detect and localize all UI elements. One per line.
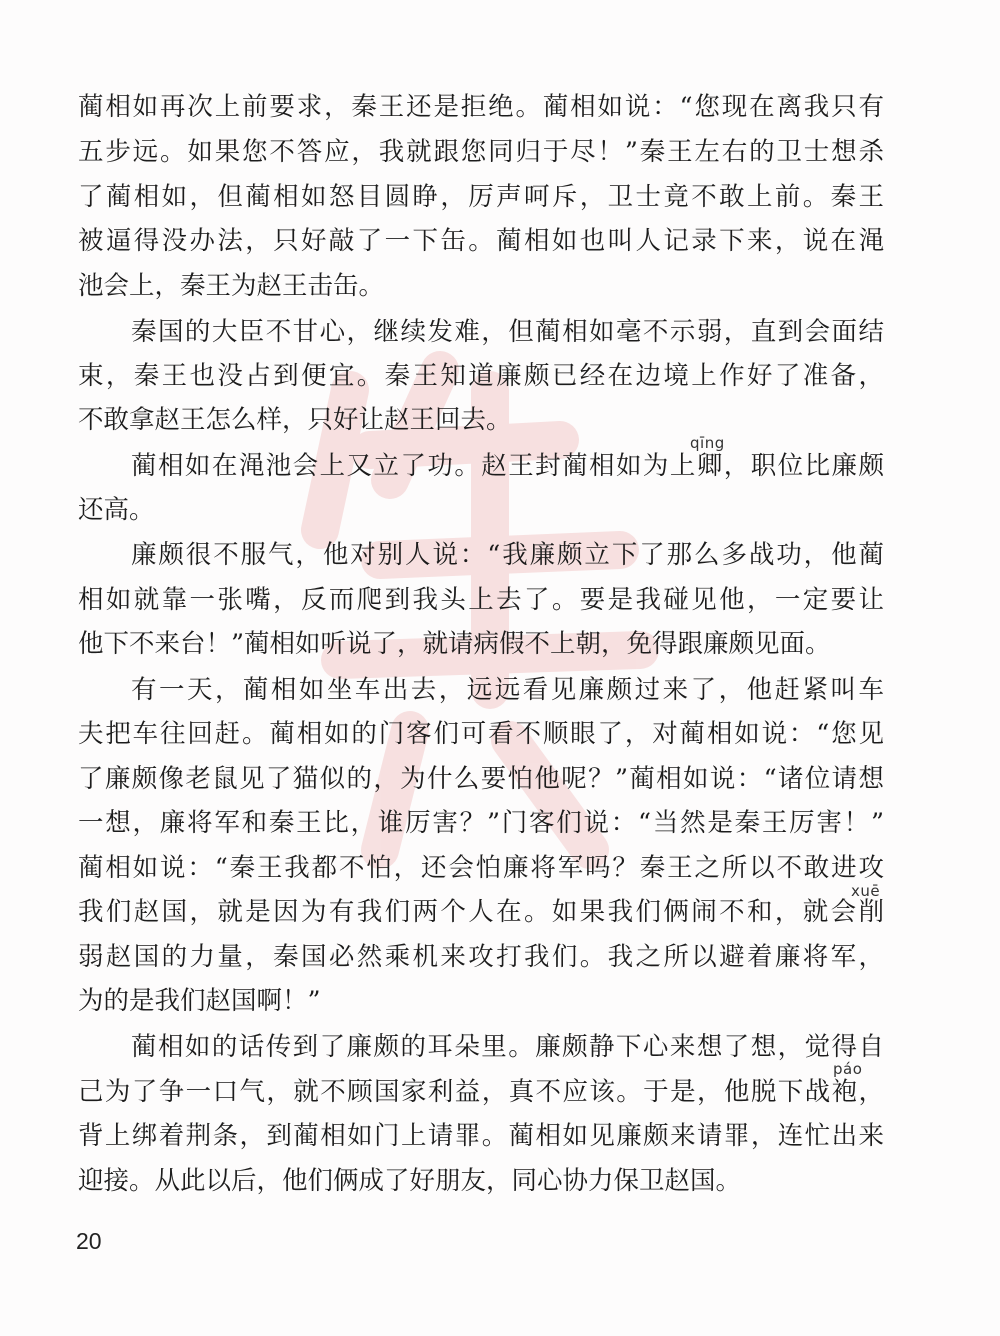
text-line: 了廉颇像老鼠见了猫似的，为什么要怕他呢？”蔺相如说：“诸位请想 — [78, 764, 884, 794]
text-line: 池会上，秦王为赵王击缶。 — [78, 271, 385, 301]
text-line: 蔺相如再次上前要求，秦王还是拒绝。蔺相如说：“您现在离我只有 — [78, 92, 884, 122]
text-line: 己为了争一口气，就不顾国家利益，真不应该。于是，他脱下战袍， — [78, 1077, 884, 1107]
text-line: 他下不来台！”蔺相如听说了，就请病假不上朝，免得跟廉颇见面。 — [78, 629, 831, 659]
pinyin-annotation-xue: xuē — [851, 882, 881, 900]
text-line: 五步远。如果您不答应，我就跟您同归于尽！”秦王左右的卫士想杀 — [78, 137, 884, 167]
text-line: 不敢拿赵王怎么样，只好让赵王回去。 — [78, 405, 512, 435]
pinyin-annotation-pao: páo — [833, 1060, 863, 1078]
text-line: 相如就靠一张嘴，反而爬到我头上去了。要是我碰见他，一定要让 — [78, 585, 884, 615]
text-line: 廉颇很不服气，他对别人说：“我廉颇立下了那么多战功，他蔺 — [131, 540, 884, 570]
text-line: 背上绑着荆条，到蔺相如门上请罪。蔺相如见廉颇来请罪，连忙出来 — [78, 1121, 884, 1151]
text-line: 了蔺相如，但蔺相如怒目圆睁，厉声呵斥，卫士竟不敢上前。秦王 — [78, 182, 884, 212]
text-line: 还高。 — [78, 495, 155, 525]
text-line: 被逼得没办法，只好敲了一下缶。蔺相如也叫人记录下来，说在渑 — [78, 226, 884, 256]
text-line: 为的是我们赵国啊！” — [78, 986, 321, 1016]
text-line: 夫把车往回赶。蔺相如的门客们可看不顺眼了，对蔺相如说：“您见 — [78, 719, 884, 749]
text-line: 蔺相如在渑池会上又立了功。赵王封蔺相如为上卿，职位比廉颇 — [131, 451, 884, 481]
text-line: 蔺相如的话传到了廉颇的耳朵里。廉颇静下心来想了想，觉得自 — [131, 1032, 884, 1062]
text-line: 一想，廉将军和秦王比，谁厉害？”门客们说：“当然是秦王厉害！” — [78, 808, 884, 838]
text-line: 秦国的大臣不甘心，继续发难，但蔺相如毫不示弱，直到会面结 — [131, 317, 884, 347]
pinyin-annotation-qing: qīng — [690, 434, 725, 452]
text-line: 束，秦王也没占到便宜。秦王知道廉颇已经在边境上作好了准备， — [78, 361, 884, 391]
text-line: 我们赵国，就是因为有我们两个人在。如果我们俩闹不和，就会削 — [78, 897, 884, 927]
text-line: 蔺相如说：“秦王我都不怕，还会怕廉将军吗？秦王之所以不敢进攻 — [78, 853, 884, 883]
text-line: 有一天，蔺相如坐车出去，远远看见廉颇过来了，他赶紧叫车 — [131, 675, 884, 705]
page-number: 20 — [76, 1228, 102, 1254]
text-line: 迎接。从此以后，他们俩成了好朋友，同心协力保卫赵国。 — [78, 1166, 742, 1196]
text-line: 弱赵国的力量，秦国必然乘机来攻打我们。我之所以避着廉将军， — [78, 942, 884, 972]
